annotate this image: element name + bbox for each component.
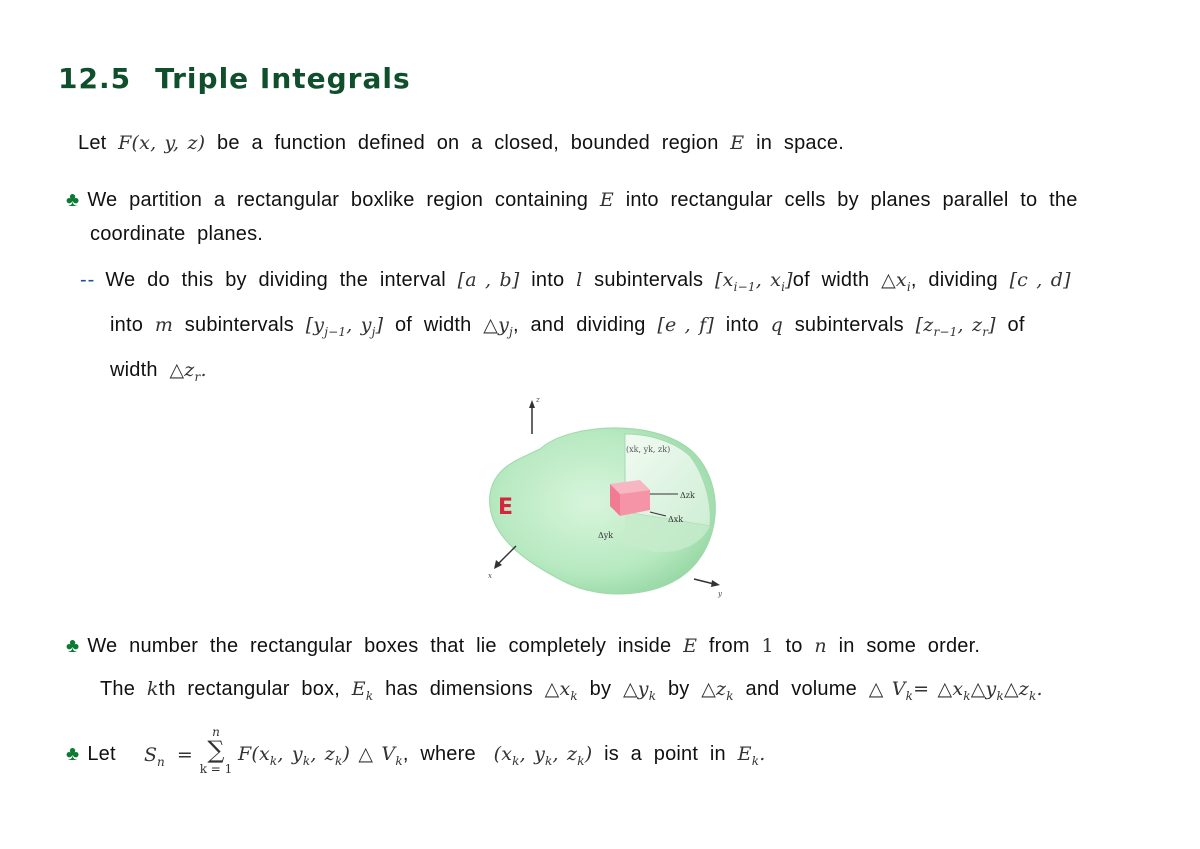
y-interval (305, 314, 384, 339)
sum-upper-limit: n (212, 725, 220, 739)
interval-ef: [e , f] (657, 314, 715, 336)
x-interval-close: ] (785, 269, 793, 291)
summation (196, 726, 236, 776)
sample-point (493, 743, 593, 768)
the-text: The (100, 678, 136, 700)
function-expression: F(x, y, z) (118, 132, 206, 154)
intro-let: Let (78, 132, 107, 154)
point-x: (x (493, 743, 513, 765)
e-k-letter: E (737, 743, 752, 765)
from-text: from (708, 635, 750, 657)
volume-sub: k (905, 688, 914, 703)
summand-sub2: k (302, 753, 311, 768)
volume-eq-sub2: k (996, 688, 1004, 703)
volume-eq-3: △z (1003, 678, 1029, 700)
delta-y-label: Δyk (598, 531, 614, 540)
m-symbol: m (154, 314, 174, 336)
has-dimensions-text: has dimensions (385, 678, 533, 700)
y-interval-sub1: j−1 (324, 324, 347, 339)
delta-yk-sub: k (648, 688, 657, 703)
club-bullet-icon: ♣ (66, 743, 80, 765)
delta-xk (544, 678, 578, 703)
e-k-symbol (737, 743, 766, 768)
period: . (1036, 678, 1043, 700)
delta-x (881, 269, 911, 294)
x-interval-sub2: i (781, 279, 786, 294)
e-k-sub: k (751, 753, 760, 768)
z-interval-close: ] (988, 314, 996, 336)
of-width-text: of width (792, 269, 870, 291)
k-symbol: k (146, 678, 159, 700)
region-symbol: E (683, 635, 698, 657)
kth-box-line (100, 678, 1043, 703)
of-text: of (1007, 314, 1025, 336)
delta-x-label: Δxk (668, 515, 684, 524)
e-k-symbol (351, 678, 374, 703)
y-interval-close: ] (375, 314, 384, 336)
to-text: to (785, 635, 803, 657)
z-axis-label: z (536, 396, 540, 404)
partition-text-c: coordinate planes. (90, 223, 264, 245)
point-y: , y (519, 743, 546, 765)
by-text: by (667, 678, 690, 700)
x-axis-line (498, 546, 516, 564)
volume-symbol: △ V (868, 678, 906, 700)
subpoint-text: We do this by dividing the interval (105, 269, 446, 291)
s-sub: n (157, 754, 165, 769)
y-interval-mid: , y (346, 314, 372, 336)
x-axis-label: x (488, 572, 492, 580)
let-text: Let (87, 743, 116, 765)
volume-eq: = △x (913, 678, 964, 700)
sn-symbol (144, 744, 193, 769)
subintervals-text: subintervals (184, 314, 294, 336)
region-symbol: E (599, 189, 614, 211)
delta-xk-symbol: △x (544, 678, 571, 700)
y-axis-arrow-icon (711, 580, 720, 587)
summand-f: F(x (238, 743, 270, 765)
z-interval-mid: , z (957, 314, 983, 336)
subintervals-text: subintervals (794, 314, 904, 336)
by-text: by (589, 678, 612, 700)
of-width-text: of width (394, 314, 472, 336)
delta-yk (622, 678, 657, 703)
page-title (58, 62, 411, 95)
delta-z-label: Δzk (680, 491, 695, 500)
period: . (759, 743, 766, 765)
subpoint-line-1 (80, 269, 1071, 294)
delta-zk-symbol: △z (701, 678, 727, 700)
section-number: 12.5 (58, 62, 132, 95)
summand-v: ) △ V (342, 743, 396, 765)
interval-ab: [a , b] (457, 269, 520, 291)
delta-z (169, 359, 207, 384)
sum-summand (238, 743, 403, 768)
delta-yk-symbol: △y (622, 678, 649, 700)
bullet-partition (66, 189, 1078, 212)
into-text: into (725, 314, 759, 336)
z-interval (915, 314, 996, 339)
intro-line (78, 132, 844, 155)
club-bullet-icon: ♣ (66, 189, 80, 211)
y-axis-line (694, 579, 714, 584)
x-interval (715, 269, 793, 294)
volume-eq-sub1: k (963, 688, 971, 703)
dash-bullet: -- (80, 269, 96, 291)
q-symbol: q (770, 314, 783, 336)
point-sub2: k (545, 753, 553, 768)
e-k-letter: E (351, 678, 366, 700)
kth-box-text: th rectangular box, (158, 678, 341, 700)
point-close: ) (584, 743, 593, 765)
y-axis-label: y (718, 590, 722, 598)
volume-formula (868, 678, 1043, 703)
point-z: , z (552, 743, 578, 765)
point-sub3: k (577, 753, 585, 768)
z-axis-arrow-icon (529, 400, 535, 408)
intro-text: be a function defined on a closed, bounded region (217, 132, 719, 154)
y-interval-open: [y (305, 314, 325, 336)
summand-sub3: k (335, 753, 343, 768)
region-symbol: E (730, 132, 745, 154)
period: . (200, 359, 207, 381)
delta-y-symbol: △y (483, 314, 510, 336)
dividing-text: , dividing (910, 269, 998, 291)
z-interval-sub2: r (982, 324, 989, 339)
x-interval-sub1: i−1 (733, 279, 756, 294)
y-interval-sub2: j (371, 324, 376, 339)
bullet-number-boxes (66, 635, 980, 658)
partition-text-b: into rectangular cells by planes parallel to the (625, 189, 1078, 211)
delta-z-sub: r (194, 369, 201, 384)
in-some-order-text: in some order. (838, 635, 981, 657)
interval-cd: [c , d] (1009, 269, 1071, 291)
delta-xk-sub: k (570, 688, 578, 703)
delta-y-sub: j (509, 324, 513, 339)
and-volume-text: and volume (745, 678, 857, 700)
delta-y (483, 314, 513, 339)
z-interval-open: [z (915, 314, 934, 336)
point-label: (xk, yk, zk) (626, 445, 671, 454)
width-text: width (110, 359, 158, 381)
partition-text-a: We partition a rectangular boxlike region containing (87, 189, 589, 211)
delta-zk (701, 678, 734, 703)
riemann-sum-rest (238, 743, 765, 768)
sigma-icon: ∑ (207, 736, 225, 764)
e-k-sub: k (365, 688, 374, 703)
sum-lower-limit: k = 1 (199, 762, 233, 776)
summand-z: , z (310, 743, 336, 765)
volume-eq-2: △y (970, 678, 997, 700)
delta-x-symbol: △x (881, 269, 907, 291)
x-interval-open: [x (715, 269, 734, 291)
summand-sub4: k (395, 753, 403, 768)
bullet-riemann-sum (66, 743, 116, 766)
subpoint-line-3 (110, 359, 207, 384)
z-interval-sub1: r−1 (933, 324, 958, 339)
is-a-point-text: is a point in (604, 743, 726, 765)
equals-sign: = (176, 744, 193, 766)
delta-x-sub: i (906, 279, 911, 294)
where-text: , where (402, 743, 476, 765)
one-symbol: 1 (761, 635, 774, 657)
partition-line-2 (90, 223, 263, 246)
subintervals-text: subintervals (594, 269, 704, 291)
s-letter: S (144, 744, 158, 766)
region-e-label: E (498, 495, 514, 520)
and-dividing-text: , and dividing (512, 314, 646, 336)
summand-y: , y (277, 743, 303, 765)
number-boxes-text: We number the rectangular boxes that lie completely inside (87, 635, 672, 657)
delta-zk-sub: k (726, 688, 734, 703)
x-interval-mid: , x (755, 269, 782, 291)
subpoint-line-2 (110, 314, 1025, 339)
volume-eq-sub3: k (1029, 688, 1037, 703)
intro-end: in space. (756, 132, 844, 154)
region-partition-figure (480, 394, 730, 598)
point-sub1: k (512, 753, 520, 768)
summand-sub1: k (269, 753, 278, 768)
club-bullet-icon: ♣ (66, 635, 80, 657)
delta-z-symbol: △z (169, 359, 195, 381)
into-text: into (110, 314, 144, 336)
l-symbol: l (576, 269, 583, 291)
section-title: Triple Integrals (155, 62, 411, 95)
into-text: into (531, 269, 565, 291)
n-symbol: n (814, 635, 827, 657)
